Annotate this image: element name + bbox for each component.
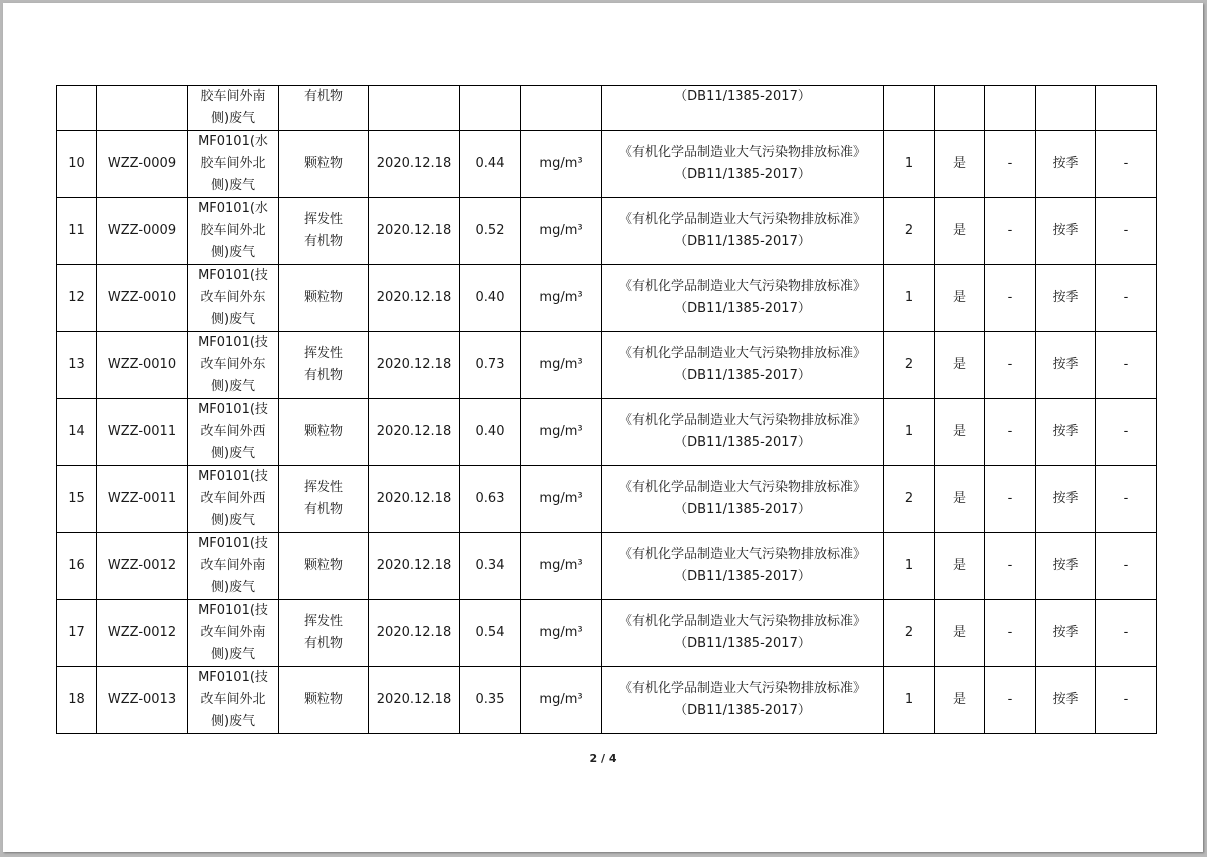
- cell-note: -: [1096, 533, 1157, 600]
- cell-note: -: [1096, 399, 1157, 466]
- cell-limit-ref: [884, 86, 935, 131]
- table-row: [57, 198, 1157, 265]
- cell-compliant: 是: [935, 198, 985, 265]
- cell-frequency: 按季: [1036, 332, 1096, 399]
- cell-pollutant: 挥发性 有机物: [279, 332, 369, 399]
- cell-location: MF0101(技 改车间外西 侧)废气: [188, 399, 279, 466]
- cell-location: MF0101(技 改车间外北 侧)废气: [188, 667, 279, 734]
- cell-unit: mg/m³: [521, 332, 602, 399]
- cell-limit-ref: 2: [884, 332, 935, 399]
- cell-excess: [985, 86, 1036, 131]
- table-row: [57, 667, 1157, 734]
- cell-index: 14: [57, 399, 97, 466]
- cell-unit: mg/m³: [521, 466, 602, 533]
- cell-frequency: 按季: [1036, 466, 1096, 533]
- cell-note: -: [1096, 667, 1157, 734]
- cell-pollutant: 颗粒物: [279, 667, 369, 734]
- cell-excess: -: [985, 667, 1036, 734]
- cell-unit: mg/m³: [521, 131, 602, 198]
- cell-unit: mg/m³: [521, 600, 602, 667]
- cell-location: MF0101(水 胶车间外北 侧)废气: [188, 198, 279, 265]
- cell-compliant: [935, 86, 985, 131]
- cell-frequency: 按季: [1036, 265, 1096, 332]
- cell-note: -: [1096, 466, 1157, 533]
- cell-location: MF0101(技 改车间外南 侧)废气: [188, 600, 279, 667]
- cell-date: 2020.12.18: [369, 265, 460, 332]
- cell-value: 0.35: [460, 667, 521, 734]
- cell-code: WZZ-0009: [97, 131, 188, 198]
- cell-excess: -: [985, 198, 1036, 265]
- cell-compliant: 是: [935, 265, 985, 332]
- cell-value: 0.54: [460, 600, 521, 667]
- cell-index: 17: [57, 600, 97, 667]
- cell-index: 11: [57, 198, 97, 265]
- cell-value: 0.52: [460, 198, 521, 265]
- cell-location: MF0101(水 胶车间外北 侧)废气: [188, 131, 279, 198]
- cell-value: 0.63: [460, 466, 521, 533]
- table-row: [57, 466, 1157, 533]
- cell-unit: mg/m³: [521, 667, 602, 734]
- cell-compliant: 是: [935, 600, 985, 667]
- cell-date: 2020.12.18: [369, 466, 460, 533]
- table-row: [57, 399, 1157, 466]
- cell-date: 2020.12.18: [369, 667, 460, 734]
- cell-pollutant: 颗粒物: [279, 533, 369, 600]
- cell-frequency: 按季: [1036, 399, 1096, 466]
- table-body: [57, 86, 1157, 734]
- table-row: [57, 533, 1157, 600]
- page-number: 2 / 4: [589, 752, 617, 765]
- cell-frequency: [1036, 86, 1096, 131]
- cell-date: 2020.12.18: [369, 533, 460, 600]
- cell-index: 15: [57, 466, 97, 533]
- cell-limit-ref: 2: [884, 600, 935, 667]
- cell-index: [57, 86, 97, 131]
- cell-excess: -: [985, 265, 1036, 332]
- cell-pollutant: 颗粒物: [279, 131, 369, 198]
- cell-standard: 《有机化学品制造业大气污染物排放标准》 （DB11/1385-2017）: [602, 332, 884, 399]
- cell-pollutant: 挥发性 有机物: [279, 600, 369, 667]
- cell-standard: 《有机化学品制造业大气污染物排放标准》 （DB11/1385-2017）: [602, 533, 884, 600]
- table-row: [57, 131, 1157, 198]
- cell-limit-ref: 2: [884, 466, 935, 533]
- cell-value: 0.34: [460, 533, 521, 600]
- cell-value: 0.40: [460, 399, 521, 466]
- cell-location: 胶车间外南 侧)废气: [188, 86, 279, 131]
- document-page: [3, 3, 1203, 852]
- cell-pollutant: 有机物: [279, 86, 369, 131]
- cell-value: 0.40: [460, 265, 521, 332]
- cell-standard: （DB11/1385-2017）: [602, 86, 884, 131]
- monitoring-results-table: [56, 85, 1157, 734]
- cell-limit-ref: 1: [884, 667, 935, 734]
- cell-limit-ref: 1: [884, 265, 935, 332]
- cell-code: [97, 86, 188, 131]
- cell-code: WZZ-0011: [97, 466, 188, 533]
- cell-standard: 《有机化学品制造业大气污染物排放标准》 （DB11/1385-2017）: [602, 667, 884, 734]
- cell-code: WZZ-0012: [97, 533, 188, 600]
- cell-note: [1096, 86, 1157, 131]
- cell-pollutant: 颗粒物: [279, 399, 369, 466]
- cell-standard: 《有机化学品制造业大气污染物排放标准》 （DB11/1385-2017）: [602, 466, 884, 533]
- cell-date: 2020.12.18: [369, 399, 460, 466]
- cell-value: 0.44: [460, 131, 521, 198]
- cell-unit: mg/m³: [521, 265, 602, 332]
- cell-limit-ref: 1: [884, 399, 935, 466]
- table-row: [57, 332, 1157, 399]
- cell-excess: -: [985, 600, 1036, 667]
- cell-compliant: 是: [935, 667, 985, 734]
- cell-pollutant: 颗粒物: [279, 265, 369, 332]
- cell-unit: mg/m³: [521, 533, 602, 600]
- cell-unit: mg/m³: [521, 198, 602, 265]
- cell-code: WZZ-0011: [97, 399, 188, 466]
- cell-frequency: 按季: [1036, 533, 1096, 600]
- cell-frequency: 按季: [1036, 600, 1096, 667]
- cell-standard: 《有机化学品制造业大气污染物排放标准》 （DB11/1385-2017）: [602, 600, 884, 667]
- cell-excess: -: [985, 332, 1036, 399]
- cell-code: WZZ-0009: [97, 198, 188, 265]
- cell-note: -: [1096, 265, 1157, 332]
- cell-frequency: 按季: [1036, 667, 1096, 734]
- cell-location: MF0101(技 改车间外南 侧)废气: [188, 533, 279, 600]
- cell-excess: -: [985, 399, 1036, 466]
- cell-index: 12: [57, 265, 97, 332]
- cell-code: WZZ-0012: [97, 600, 188, 667]
- cell-limit-ref: 1: [884, 533, 935, 600]
- cell-note: -: [1096, 600, 1157, 667]
- cell-code: WZZ-0013: [97, 667, 188, 734]
- cell-compliant: 是: [935, 466, 985, 533]
- cell-excess: -: [985, 466, 1036, 533]
- cell-pollutant: 挥发性 有机物: [279, 466, 369, 533]
- table-row: [57, 265, 1157, 332]
- cell-standard: 《有机化学品制造业大气污染物排放标准》 （DB11/1385-2017）: [602, 131, 884, 198]
- cell-compliant: 是: [935, 399, 985, 466]
- cell-value: 0.73: [460, 332, 521, 399]
- cell-note: -: [1096, 332, 1157, 399]
- cell-code: WZZ-0010: [97, 332, 188, 399]
- cell-unit: mg/m³: [521, 399, 602, 466]
- cell-compliant: 是: [935, 131, 985, 198]
- cell-excess: -: [985, 131, 1036, 198]
- cell-frequency: 按季: [1036, 131, 1096, 198]
- cell-date: 2020.12.18: [369, 332, 460, 399]
- cell-note: -: [1096, 198, 1157, 265]
- cell-index: 18: [57, 667, 97, 734]
- cell-location: MF0101(技 改车间外西 侧)废气: [188, 466, 279, 533]
- cell-date: 2020.12.18: [369, 131, 460, 198]
- cell-index: 16: [57, 533, 97, 600]
- cell-limit-ref: 1: [884, 131, 935, 198]
- cell-code: WZZ-0010: [97, 265, 188, 332]
- cell-compliant: 是: [935, 533, 985, 600]
- table-row-partial: [57, 86, 1157, 131]
- cell-note: -: [1096, 131, 1157, 198]
- cell-date: 2020.12.18: [369, 600, 460, 667]
- cell-index: 13: [57, 332, 97, 399]
- cell-limit-ref: 2: [884, 198, 935, 265]
- cell-location: MF0101(技 改车间外东 侧)废气: [188, 265, 279, 332]
- cell-compliant: 是: [935, 332, 985, 399]
- cell-standard: 《有机化学品制造业大气污染物排放标准》 （DB11/1385-2017）: [602, 399, 884, 466]
- cell-frequency: 按季: [1036, 198, 1096, 265]
- cell-index: 10: [57, 131, 97, 198]
- cell-date: 2020.12.18: [369, 198, 460, 265]
- table-row: [57, 600, 1157, 667]
- cell-unit: [521, 86, 602, 131]
- cell-location: MF0101(技 改车间外东 侧)废气: [188, 332, 279, 399]
- cell-pollutant: 挥发性 有机物: [279, 198, 369, 265]
- cell-value: [460, 86, 521, 131]
- cell-date: [369, 86, 460, 131]
- cell-standard: 《有机化学品制造业大气污染物排放标准》 （DB11/1385-2017）: [602, 198, 884, 265]
- cell-excess: -: [985, 533, 1036, 600]
- cell-standard: 《有机化学品制造业大气污染物排放标准》 （DB11/1385-2017）: [602, 265, 884, 332]
